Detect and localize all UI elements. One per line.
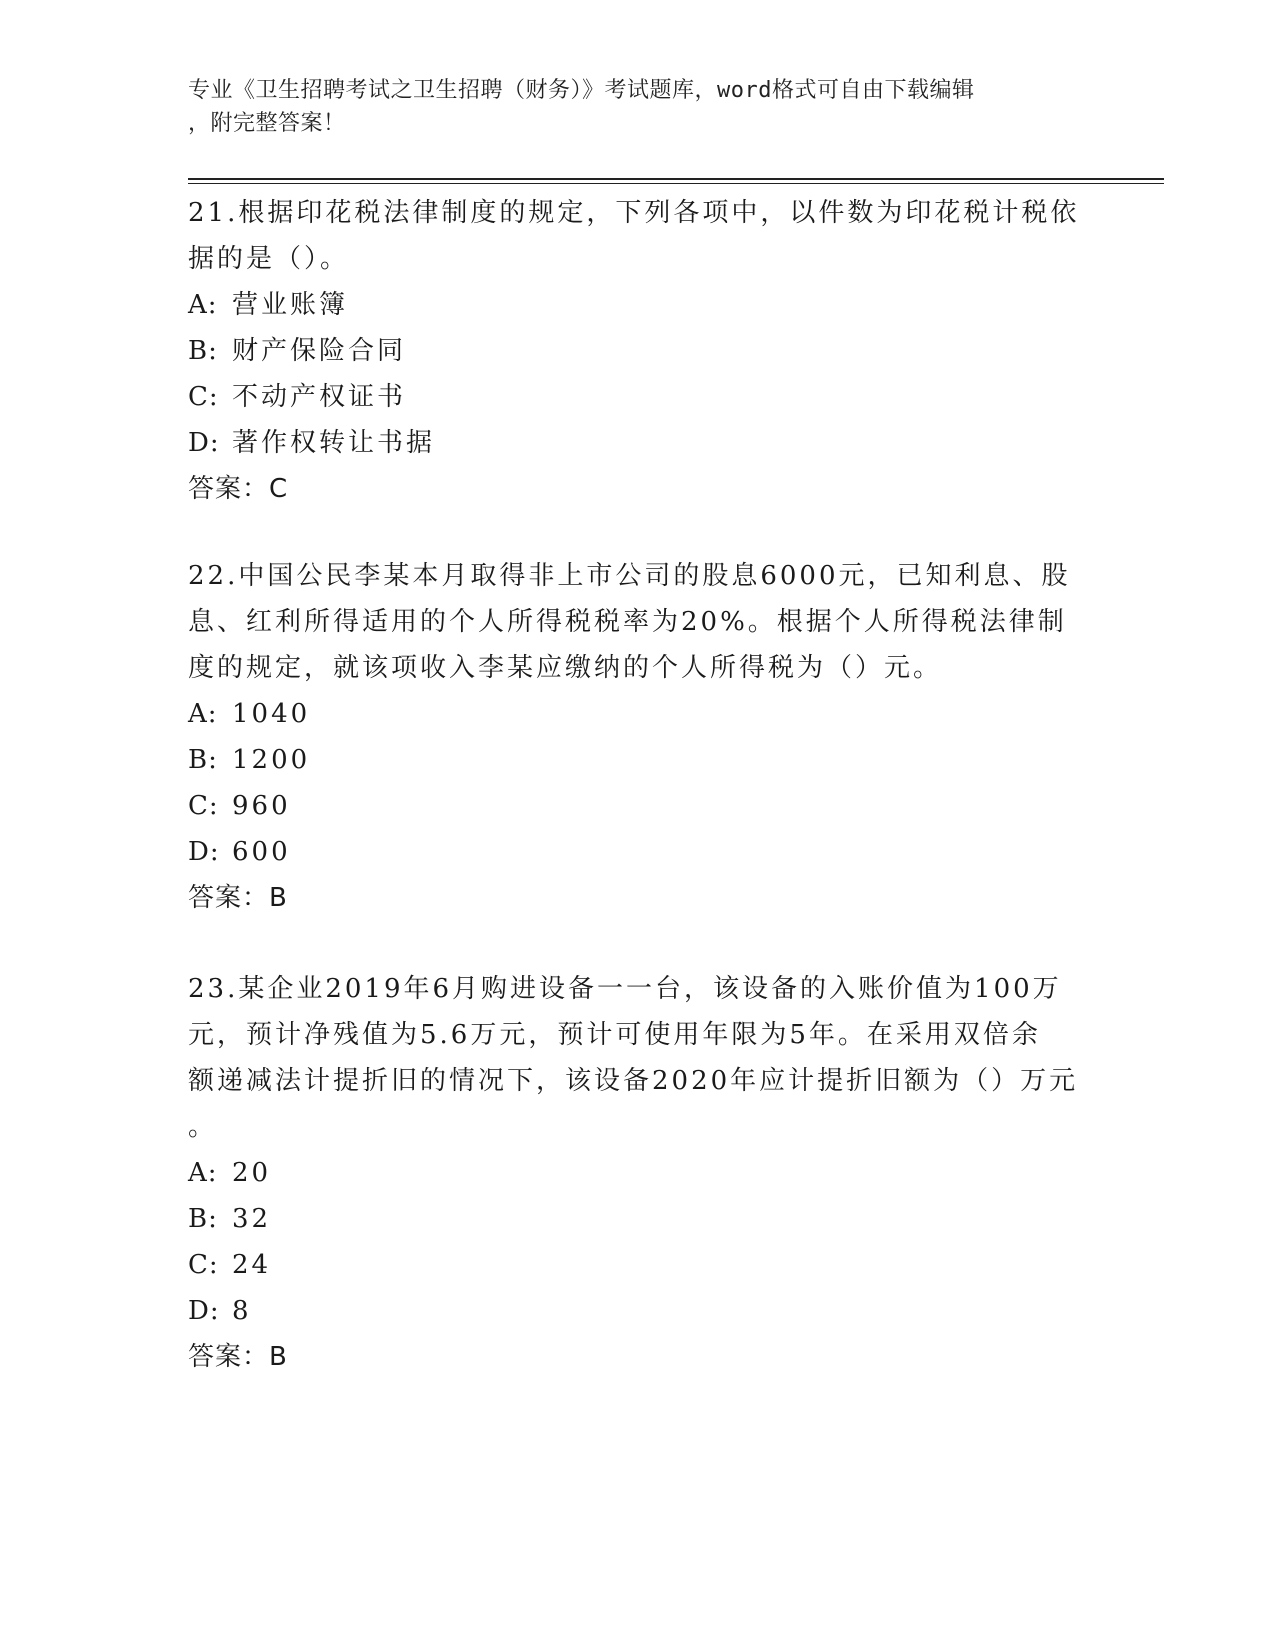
option-key: A: [188,1158,218,1188]
answer-text: 答案：B [188,1342,288,1372]
header-divider-thin [188,183,1164,184]
option-c [188,374,1088,420]
option-key: B: [188,336,218,366]
option-key: B: [188,1204,218,1234]
header-line: 专业《卫生招聘考试之卫生招聘（财务）》考试题库，word格式可自由下载编辑 [188,78,975,103]
option-b [188,328,1088,374]
option-key: A: [188,290,218,320]
option-key: C: [188,791,219,821]
option-text: 财产保险合同 [232,336,407,366]
answer-text: 答案：B [188,883,288,913]
answer-text: 答案：C [188,474,289,504]
option-key: C: [188,382,219,412]
question-stem-line: 元，预计净残值为5.6万元，预计可使用年限为5年。在采用双倍余 [188,1020,1041,1050]
option-a [188,691,1088,737]
option-text: 著作权转让书据 [232,428,436,458]
option-a [188,1150,1088,1196]
option-b [188,1196,1088,1242]
question-stem-line: 度的规定，就该项收入李某应缴纳的个人所得税为（）元。 [188,653,943,683]
option-text: 960 [232,791,291,821]
option-key: A: [188,699,218,729]
header-divider [188,178,1164,180]
option-text: 24 [232,1250,272,1280]
option-d [188,829,1088,875]
question-stem-line: 21.根据印花税法律制度的规定，下列各项中，以件数为印花税计税依 [188,198,1080,228]
option-key: B: [188,745,218,775]
question-23 [188,966,1088,1380]
option-text: 600 [232,837,291,867]
option-text: 1040 [232,699,311,729]
option-c [188,783,1088,829]
option-key: C: [188,1250,219,1280]
question-stem-line: 23.某企业2019年6月购进设备一一台，该设备的入账价值为100万 [188,974,1062,1004]
question-21 [188,190,1088,512]
option-d [188,1288,1088,1334]
question-stem-line: 22.中国公民李某本月取得非上市公司的股息6000元，已知利息、股 [188,561,1071,591]
option-text: 不动产权证书 [232,382,407,412]
document-header [188,74,1088,140]
option-text: 8 [232,1296,252,1326]
question-22 [188,553,1088,921]
option-key: D: [188,428,220,458]
option-c [188,1242,1088,1288]
question-stem-line: 额递减法计提折旧的情况下，该设备2020年应计提折旧额为（）万元 [188,1066,1079,1096]
option-d [188,420,1088,466]
option-key: D: [188,1296,220,1326]
option-text: 32 [232,1204,272,1234]
option-text: 营业账簿 [232,290,349,320]
question-stem-line: 。 [188,1112,218,1142]
option-key: D: [188,837,220,867]
option-text: 20 [232,1158,272,1188]
question-stem-line: 据的是（）。 [188,244,350,274]
option-a [188,282,1088,328]
header-line: ，附完整答案！ [188,111,346,136]
option-b [188,737,1088,783]
option-text: 1200 [232,745,311,775]
question-stem-line: 息、红利所得适用的个人所得税税率为20%。根据个人所得税法律制 [188,607,1067,637]
